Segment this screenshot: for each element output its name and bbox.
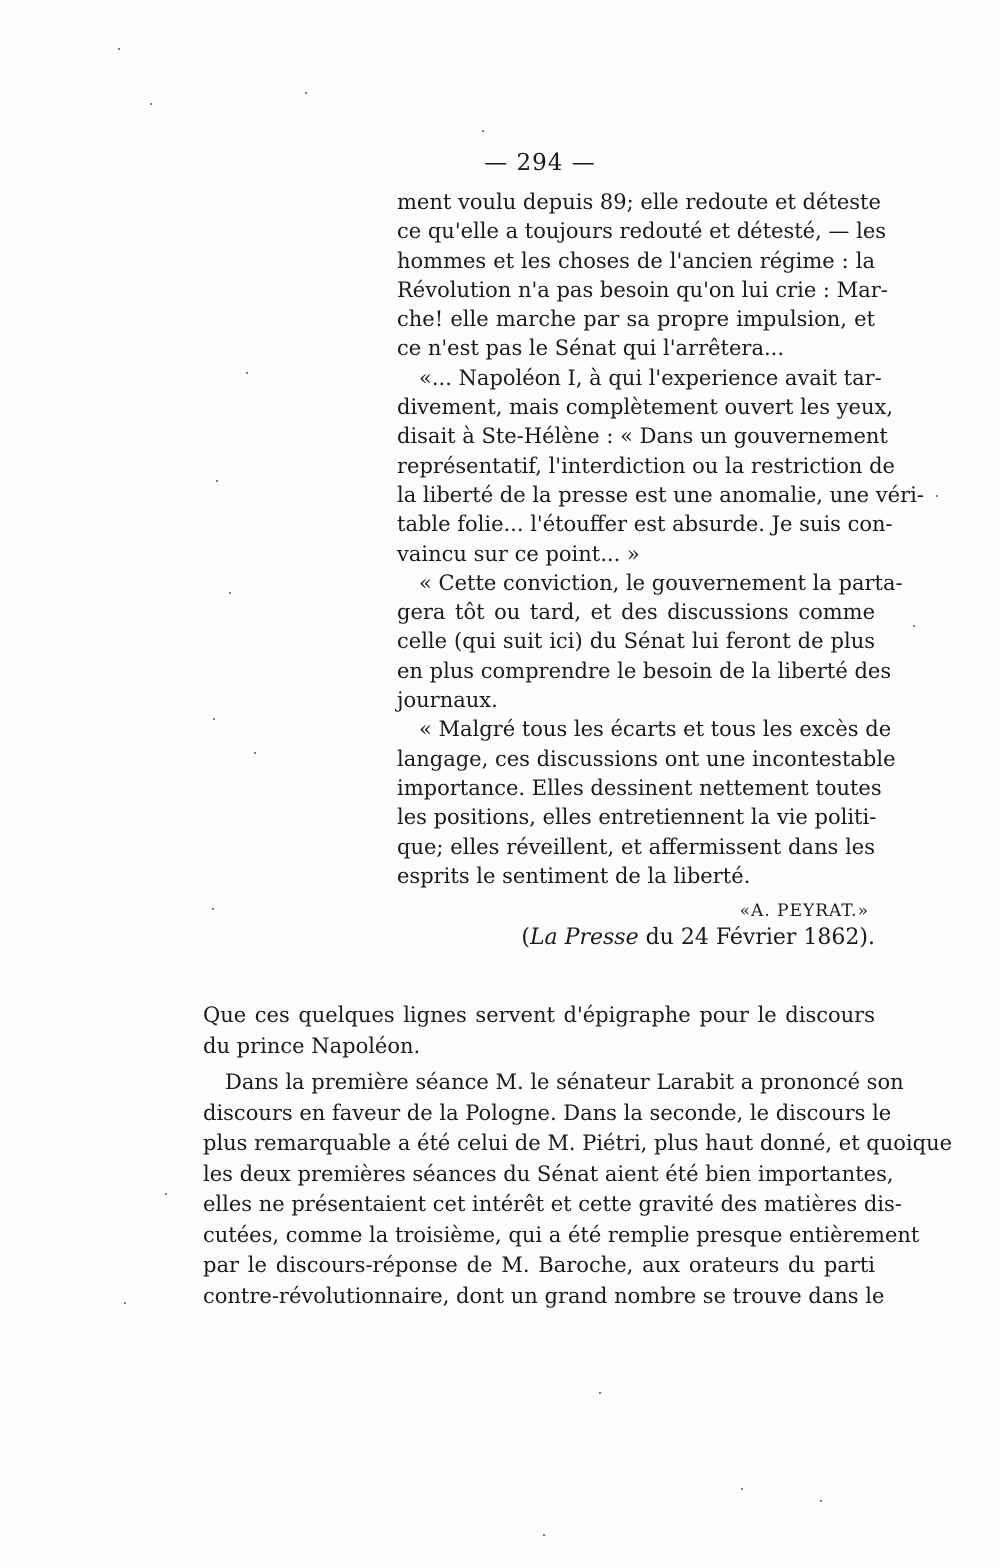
text-line: «... Napoléon I, à qui l'experience avait tar- [419,365,882,390]
text-line: esprits le sentiment de la liberté. [397,863,751,888]
text-line: elles ne présentaient cet intérêt et cette gravité des matières dis- [203,1192,902,1216]
text-line: plus remarquable a été celui de M. Piétri, plus haut donné, et quoique [203,1131,953,1155]
body-text [203,1000,953,1311]
text-line: les positions, elles entretiennent la vie politi- [397,805,877,830]
text-line: « Malgré tous les écarts et tous les excès de [419,717,892,742]
quoted-article [397,188,924,951]
scan-speck [936,495,938,497]
text-line: représentatif, l'interdiction ou la restriction de [397,453,895,478]
page-number: — 294 — [484,150,596,176]
scan-speck [254,752,256,754]
text-line: du prince Napoléon. [203,1033,421,1058]
text-line: par le discours-réponse de M. Baroche, aux orateurs du parti [203,1253,875,1277]
signature: «A. PEYRAT.» [739,901,869,922]
text-line: ce qu'elle a toujours redouté et détesté, — les [397,219,887,244]
text-line: vaincu sur ce point... » [397,541,640,566]
text-line: la liberté de la presse est une anomalie, une véri- [397,482,924,507]
text-line: cutées, comme la troisième, qui a été remplie presque entièrement [203,1222,920,1247]
scan-speck [124,1302,126,1304]
text-line: les deux premières séances du Sénat aient été bien importantes, [203,1161,894,1186]
text-line: celle (qui suit ici) du Sénat lui feront de plus [397,629,875,654]
text-line: gera tôt ou tard, et des discussions comme [397,600,875,625]
scan-speck [246,372,248,374]
text-line: journaux. [397,688,498,713]
scan-speck [543,1534,545,1536]
scan-speck [212,908,214,910]
text-line: Que ces quelques lignes servent d'épigraphe pour le discours [203,1003,875,1027]
text-line: ment voulu depuis 89; elle redoute et déteste [397,190,881,214]
text-line: « Cette conviction, le gouvernement la parta- [419,570,903,595]
text-line: table folie... l'étouffer est absurde. Je suis con- [397,512,893,537]
scan-speck [216,480,218,482]
text-line: Révolution n'a pas besoin qu'on lui crie : Mar- [397,277,888,302]
scan-speck [229,592,231,594]
source-open: ( [521,925,530,951]
scan-speck [165,1193,167,1195]
text-line: che! elle marche par sa propre impulsion, et [397,307,875,332]
scan-speck [150,103,152,105]
text-line: contre-révolutionnaire, dont un grand nombre se trouve dans le [203,1283,885,1308]
text-line: ce n'est pas le Sénat qui l'arrêtera... [397,336,785,361]
scan-speck [820,1500,822,1502]
source-title: La Presse [529,925,639,951]
text-line: langage, ces discussions ont une incontestable [397,746,896,771]
source-citation [397,925,875,950]
scan-speck [599,1392,601,1394]
source-date: du 24 Février 1862). [638,925,875,951]
text-line: divement, mais complètement ouvert les yeux, [397,395,894,420]
text-line: disait à Ste-Hélène : « Dans un gouvernement [397,424,888,449]
text-line: hommes et les choses de l'ancien régime : la [397,248,875,273]
scan-speck [482,130,484,132]
scan-speck [913,625,915,627]
scan-speck [213,718,215,720]
text-line: que; elles réveillent, et affermissent dans les [397,834,875,859]
text-line: en plus comprendre le besoin de la liberté des [397,658,892,683]
text-line: Dans la première séance M. le sénateur Larabit a prononcé son [225,1070,904,1094]
scan-speck [118,48,120,50]
scan-speck [305,92,307,94]
scan-speck [741,1488,743,1490]
text-line: importance. Elles dessinent nettement toutes [397,775,882,800]
text-line: discours en faveur de la Pologne. Dans la seconde, le discours le [203,1100,892,1125]
